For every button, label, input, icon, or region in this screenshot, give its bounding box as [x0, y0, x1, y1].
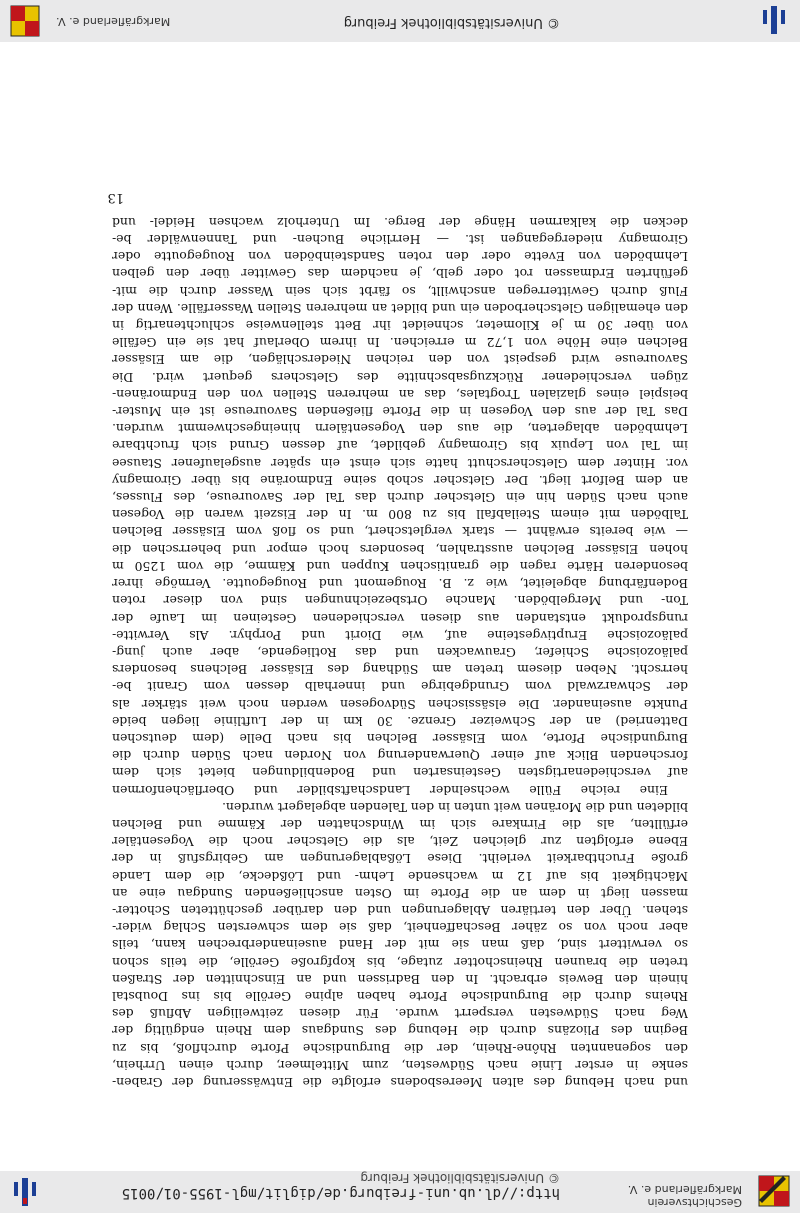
text-line: Lehmböden ablagerten, die aus den Vogesentälern hineingeschwemmt wurden.	[112, 421, 688, 437]
text-line: den sogenannten Rhône-Rhein, der die Burgundische Pforte durchfloß, bis zu	[112, 1040, 688, 1056]
text-line: Fluß durch Gewitterregen anschwillt, so färbt sich sein Wasser durch die mit-	[112, 283, 688, 299]
society-line-1: Geschichtsverein	[647, 1196, 742, 1209]
text-line: erfüllten, als die Firnkare sich im Windschatten der Kämme und Belchen	[112, 816, 688, 832]
text-line: Ebene erfolgten zur gleichen Zeit, als die Gletscher noch die Vogesentäler	[112, 834, 688, 850]
document-url[interactable]: http://dl.ub.uni-freiburg.de/diglit/mgl-1955-01/0015	[121, 1185, 560, 1201]
text-line: der Schwarzwald vom Grundgebirge und innerhalb dessen vom Granit be-	[112, 679, 688, 695]
text-line: auch nach Süden hin ein Gletscher durch das Tal der Savoureuse, des Flusses,	[112, 490, 688, 506]
text-line: Weg nach Südwesten versperrt wurde. Für diesen zeitweiligen Abfluß des	[112, 1006, 688, 1022]
text-line: beispiel eines glazialen Trogtales, das an mehreren Stellen von den Endmoränen-	[112, 386, 688, 402]
text-line: besonderen Härte ragen die granitischen Kuppen und Kämme, die vom 1250 m	[112, 558, 688, 574]
footer-library-credit: © Universitätsbibliothek Freiburg	[343, 15, 560, 30]
text-line: forschenden Blick auf einer Querwanderung von Norden nach Süden durch die	[112, 748, 688, 764]
text-line: senke in erster Linie nach Südwesten, zum Mittelmeer, durch einen Urrhein,	[112, 1057, 688, 1073]
text-line: Bodenfärbung abgeleitet, wie z. B. Rougemont und Rougegoutte. Vermöge ihrer	[112, 576, 688, 592]
society-text	[628, 1183, 742, 1209]
text-line: den ehemaligen Gletscherboden ein und bildet an mehreren Stellen Wasserfälle. Wenn der	[112, 300, 688, 316]
text-line: massen liegt in dem an die Pforte im Osten anschließenden Sundgau eine an	[112, 885, 688, 901]
text-line: herrscht. Neben diesem treten am Südhang des Elsässer Belchens besonders	[112, 662, 688, 678]
text-line: Burgundische Pforte, vom Elsässer Belchen bis nach Delle (dem deutschen	[112, 730, 688, 746]
text-line: Giromagny niedergegangen ist. — Herrliche Buchen- und Tannenwälder be-	[112, 232, 688, 248]
text-line: Beginn des Pliozäns durch die Hebung des Sundgaus dem Rhein endgültig der	[112, 1023, 688, 1039]
text-line: Talböden mit einem Steilabfall bis zu 800 m. In der Eiszeit waren die Vogesen	[112, 507, 688, 523]
text-line: Lehmböden von Evette oder den roten Sandsteinböden von Rougegoutte oder	[112, 249, 688, 265]
text-line: große Fruchtbarkeit verleiht. Diese Lößablagerungen am Gebirgsfuß in der	[112, 851, 688, 867]
text-line: hohen Elsässer Belchen ausstrahlen, besonders hoch empor und beherrschen die	[112, 541, 688, 557]
text-line: stehen. Über den tertiären Ablagerungen und den darüber geschütteten Schotter-	[112, 902, 688, 918]
text-line: Das Tal der aus den Vogesen in die Pforte fließenden Savoureuse ist ein Muster-	[112, 404, 688, 420]
text-line: decken die kalkarmen Hänge der Berge. Im Unterholz wachsen Heidel- und	[112, 214, 688, 230]
text-line: Savoureuse wird gespeist von den reichen Niederschlägen, die am Elsässer	[112, 352, 688, 368]
text-line: auf verschiedenartigsten Gesteinsarten und Bodenbildungen bietet sich dem	[112, 765, 688, 781]
text-line: an dem Belfort liegt. Der Gletscher schob seine Endmoräne bis über Giromagny	[112, 472, 688, 488]
library-credit: © Universitätsbibliothek Freiburg	[360, 1171, 560, 1185]
society-line-2: Markgräflerland e. V.	[627, 1183, 742, 1196]
text-line: geführten Erdmassen rot oder gelb, je nachdem das Gewitter über den gelben	[112, 266, 688, 282]
university-logo-footer	[758, 4, 790, 36]
text-line: paläozoische Eruptivgesteine auf, wie Diorit und Porphyr. Als Verwitte-	[112, 627, 688, 643]
text-line: Ton- und Mergelböden. Manche Ortsbezeichnungen sind von dieser roten	[112, 593, 688, 609]
paragraph-1	[112, 799, 688, 1091]
university-logo	[10, 1176, 40, 1208]
text-line: Eine reiche Fülle wechselnder Landschaftsbilder und Oberflächenformen	[112, 782, 668, 798]
text-line: rungsprodukt entstanden aus diesen verschiedenen Gesteinen im Laufe der	[112, 610, 688, 626]
text-line: Belchen eine Höhe von 1,72 m erreichen. In ihrem Oberlauf hat sie ein Gefälle	[112, 335, 688, 351]
text-line: aber noch von so zäher Beschaffenheit, daß sie dem schwersten Schlag wider-	[112, 920, 688, 936]
footer-society-text: Markgräflerland e. V.	[56, 15, 171, 28]
text-line: paläozoische Schiefer, Grauwacken und das Rotliegende, aber auch jung-	[112, 644, 688, 660]
text-line: vor. Hinter dem Gletscherschutt hatte sich einst ein später ausgelaufener Stausee	[112, 455, 688, 471]
text-line: zügen verschiedener Rückzugsabschnitte des Gletschers gequert wird. Die	[112, 369, 688, 385]
page-text	[112, 214, 688, 1091]
page-number: 13	[107, 190, 124, 205]
text-line: von über 30 m je Kilometer, schneidet ihr Bett stellenweise schluchtenartig in	[112, 318, 688, 334]
society-logo	[758, 1175, 790, 1207]
text-line: und nach Hebung des alten Meeresbodens erfolgte die Entwässerung der Graben-	[112, 1075, 688, 1090]
text-line: Mächtigkeit bis auf 12 m wachsende Lehm- und Lößdecke, die dem Lande	[112, 868, 688, 884]
text-line: Rheins durch die Burgundische Pforte haben alpine Gerölle bis ins Doubstal	[112, 988, 688, 1004]
text-line: — wie bereits erwähnt — stark vergletschert, und so floß vom Elsässer Belchen	[112, 524, 688, 540]
society-logo-footer	[10, 5, 40, 37]
text-line: bildeten und die Moränen weit unten in den Talenden abgelagert wurden.	[222, 799, 688, 815]
text-line: treten die braunen Rheinschotter zutage, bis kopfgroße Gerölle, die teils schon	[112, 954, 688, 970]
text-line: hinein den Beweis erbracht. In den Badrissen und an Einschnitten der Straßen	[112, 971, 688, 987]
text-line: Dattenried) an der Schweizer Grenze. 30 km in der Luftlinie liegen beide	[112, 713, 688, 729]
paragraph-2	[112, 214, 688, 799]
text-line: so verwittert sind, daß man sie mit der Hand auseinanderbrechen kann, teils	[112, 937, 688, 953]
text-line: Punkte auseinander. Die elsässischen Südvogesen werden noch weit stärker als	[112, 696, 688, 712]
text-line: im Tal von Lepuix bis Giromagny gebildet, auf dessen Grund sich fruchtbare	[112, 438, 688, 454]
header-bar	[0, 1171, 800, 1213]
footer-bar	[0, 0, 800, 42]
